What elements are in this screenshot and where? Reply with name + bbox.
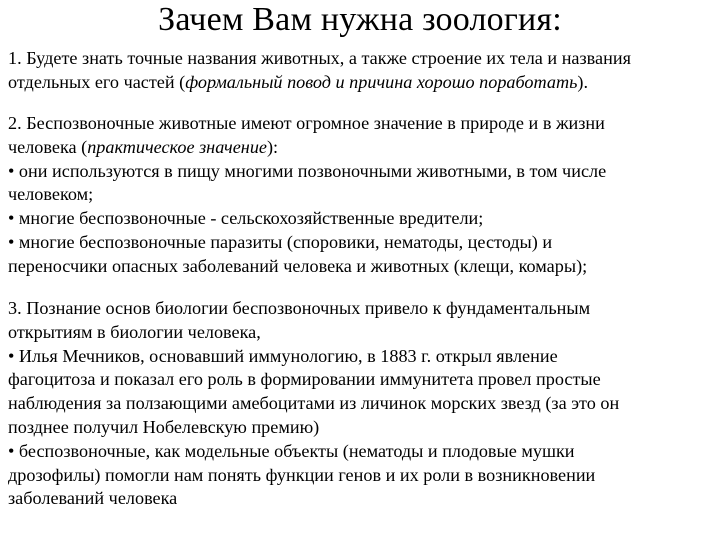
section-fundamental-discoveries [8, 297, 714, 511]
section3-line-1: 3. Познание основ биологии беспозвоночных привело к фундаментальным [8, 298, 591, 318]
section3-line-9: заболеваний человека [8, 488, 178, 509]
section1-line-2 [8, 71, 714, 95]
section3-line-2: открытиям в биологии человека, [8, 321, 261, 342]
section2-italic-note: практическое значение [87, 136, 267, 157]
section2-line-2-post: ): [266, 136, 279, 157]
section2-line-7: переносчики опасных заболеваний человека и животных (клещи, комары); [8, 255, 588, 276]
section2-bullet-pests: • многие беспозвоночные - сельскохозяйственные вредители; [8, 208, 484, 229]
section3-line-6: позднее получил Нобелевскую премию) [8, 416, 320, 437]
section1-line-1: 1. Будете знать точные названия животных, а также строение их тела и названия [8, 48, 631, 68]
slide-title: Зачем Вам нужна зоология: [158, 1, 562, 38]
section2-bullet-food: • они используются в пищу многими позвоночными животными, в том числе [8, 160, 607, 181]
section2-line-1: 2. Беспозвоночные животные имеют огромное значение в природе и в жизни [8, 113, 605, 133]
section3-line-8: дрозофилы) помогли нам понять функции генов и их роли в возникновении [8, 464, 596, 485]
section3-bullet-mechnikov: • Илья Мечников, основавший иммунологию, в 1883 г. открыл явление [8, 345, 558, 366]
section1-italic-note: формальный повод и причина хорошо поработать [185, 71, 578, 92]
section2-line-2 [8, 136, 714, 160]
section1-line-2-post: ). [577, 71, 588, 92]
section2-bullet-parasites: • многие беспозвоночные паразиты (споровики, нематоды, цестоды) и [8, 231, 553, 252]
section2-line-4: человеком; [8, 184, 94, 205]
section-formal-reason [8, 47, 714, 95]
section-practical-value [8, 112, 714, 279]
section1-line-2-pre: отдельных его частей ( [8, 71, 186, 92]
section2-line-2-pre: человека ( [8, 136, 88, 157]
section3-line-5: наблюдения за ползающими амебоцитами из личинок морских звезд (за это он [8, 393, 620, 414]
section3-line-4: фагоцитоза и показал его роль в формировании иммунитета провел простые [8, 369, 601, 390]
section3-bullet-model-organisms: • беспозвоночные, как модельные объекты (нематоды и плодовые мушки [8, 440, 575, 461]
